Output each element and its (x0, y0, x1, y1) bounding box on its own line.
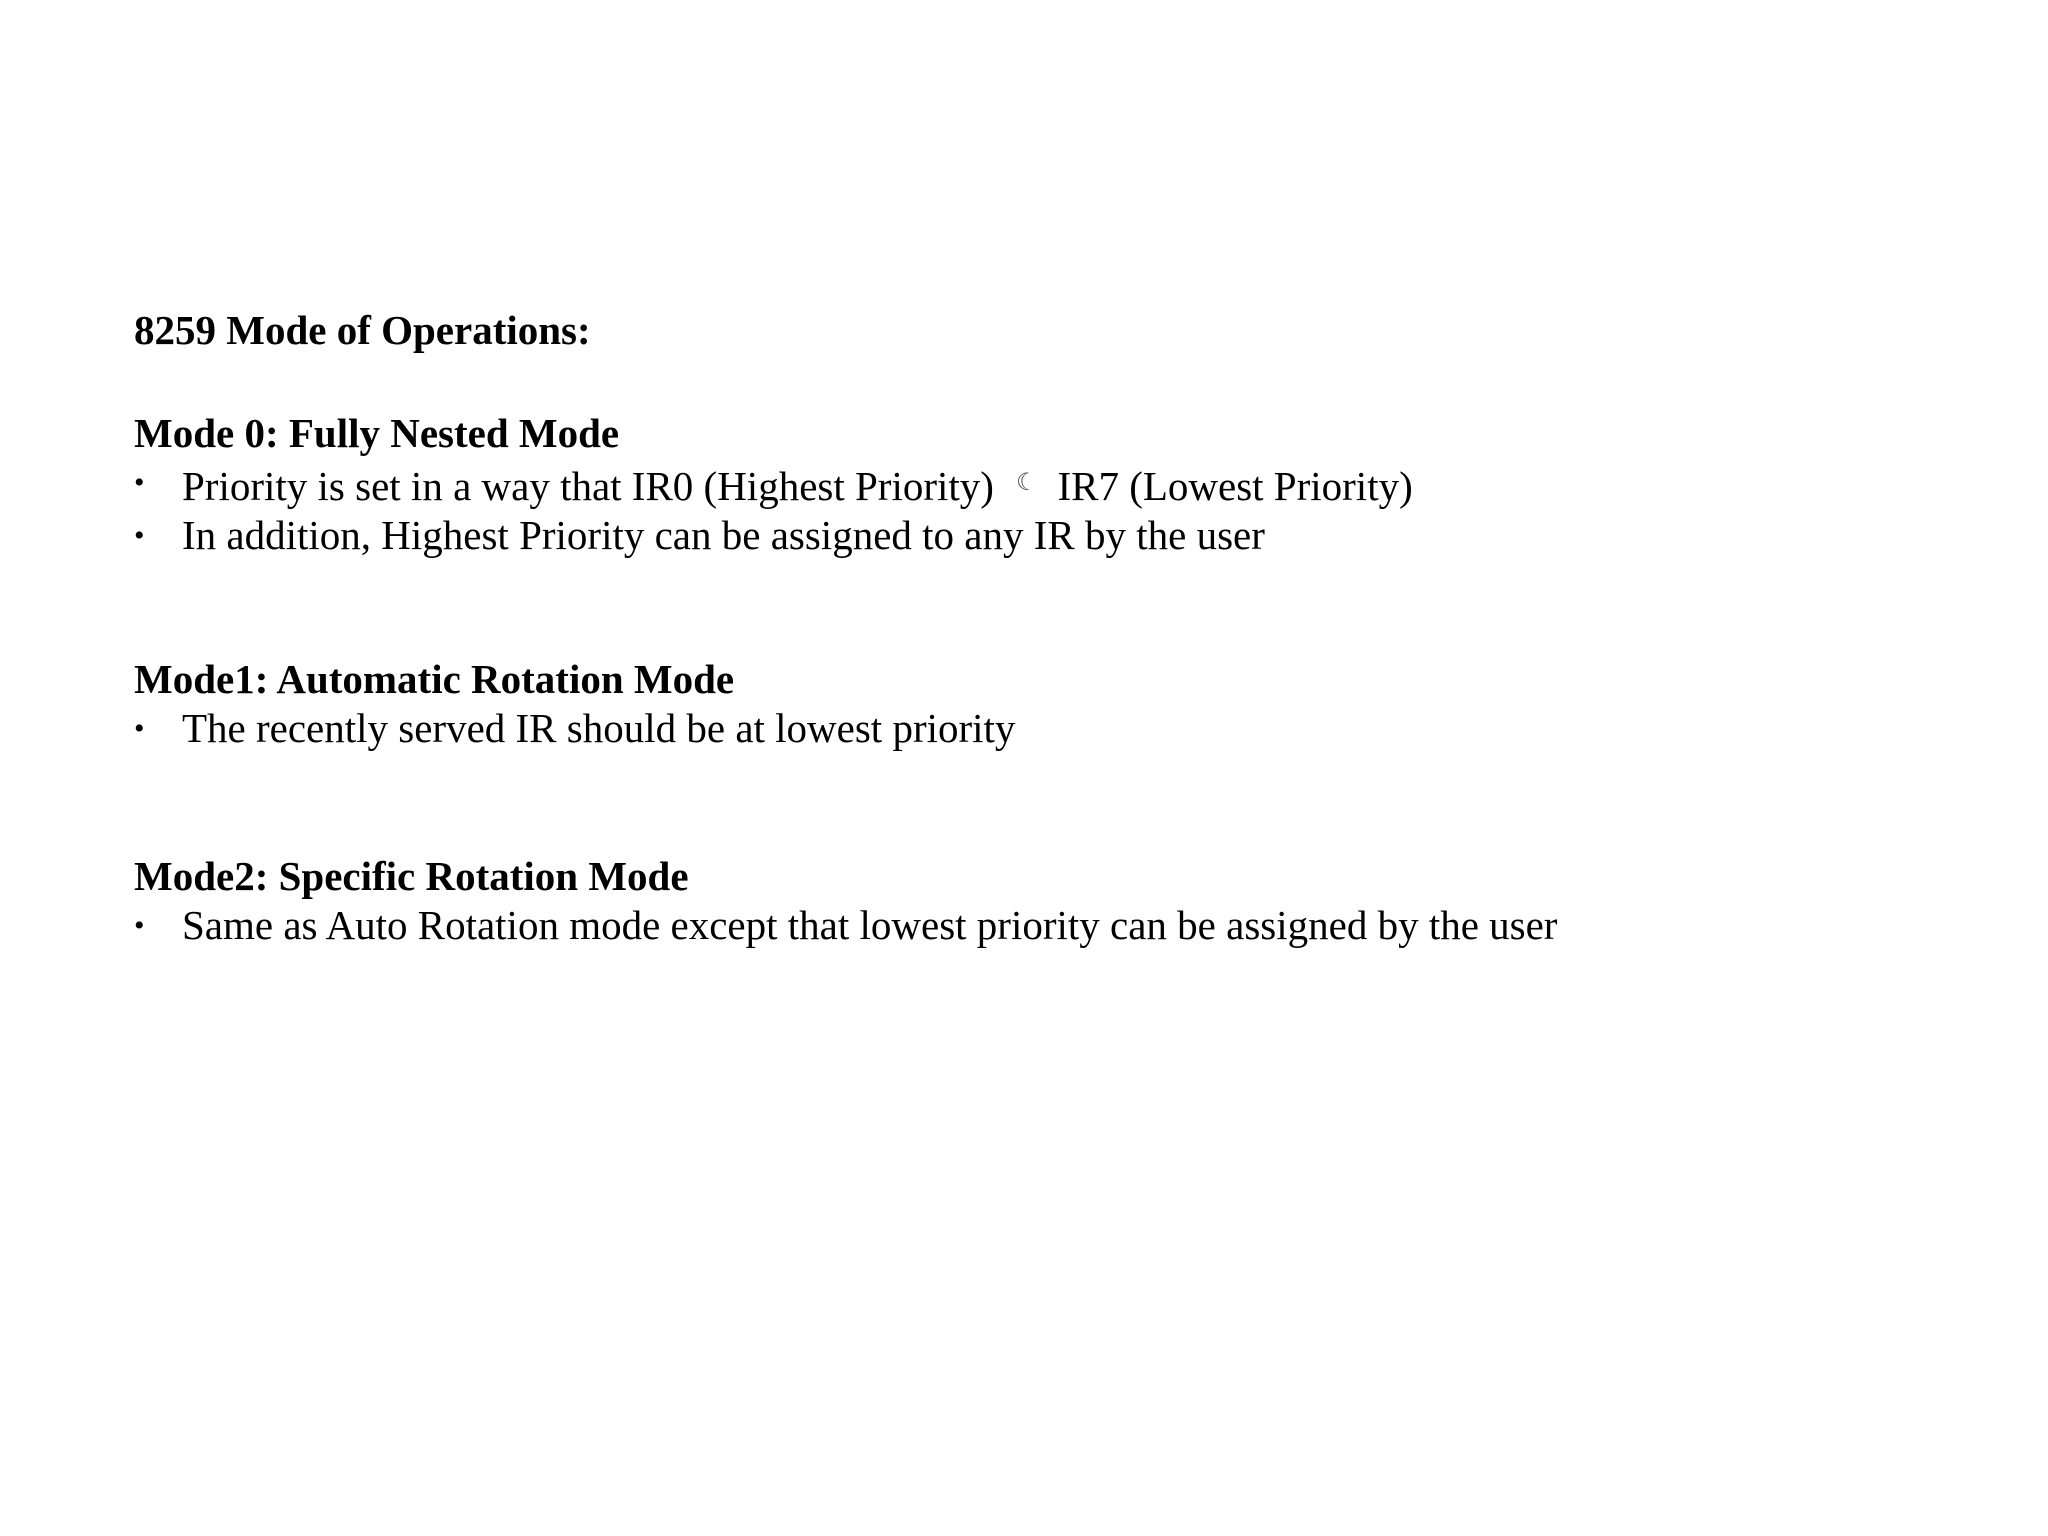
list-item (134, 704, 1015, 753)
section-heading: Mode 0: Fully Nested Mode (134, 410, 620, 456)
mode-2-section (134, 852, 1557, 950)
bullet-text: The recently served IR should be at lowest priority (182, 705, 1016, 751)
bullet-icon: • (134, 519, 145, 552)
bullet-list (134, 704, 1015, 753)
list-item (134, 458, 1413, 511)
mode-1-section (134, 655, 1015, 753)
list-item (134, 511, 1413, 560)
list-item (134, 901, 1557, 950)
section-heading: Mode2: Specific Rotation Mode (134, 853, 689, 899)
bullet-icon: • (134, 909, 145, 942)
bullet-text-before: Priority is set in a way that IR0 (Highest Priority) (182, 463, 994, 509)
bullet-text-after: IR7 (Lowest Priority) (1057, 463, 1413, 509)
page-title: 8259 Mode of Operations: (134, 307, 591, 353)
mode-0-section (134, 409, 1413, 560)
bullet-icon: • (134, 466, 145, 499)
bullet-list (134, 458, 1413, 560)
bullet-list (134, 901, 1557, 950)
arrow-symbol-icon: ☾ (1015, 468, 1038, 496)
bullet-icon: • (134, 712, 145, 745)
section-heading: Mode1: Automatic Rotation Mode (134, 656, 735, 702)
bullet-text: Same as Auto Rotation mode except that lowest priority can be assigned by the user (182, 902, 1558, 948)
bullet-text: In addition, Highest Priority can be assigned to any IR by the user (182, 512, 1265, 558)
